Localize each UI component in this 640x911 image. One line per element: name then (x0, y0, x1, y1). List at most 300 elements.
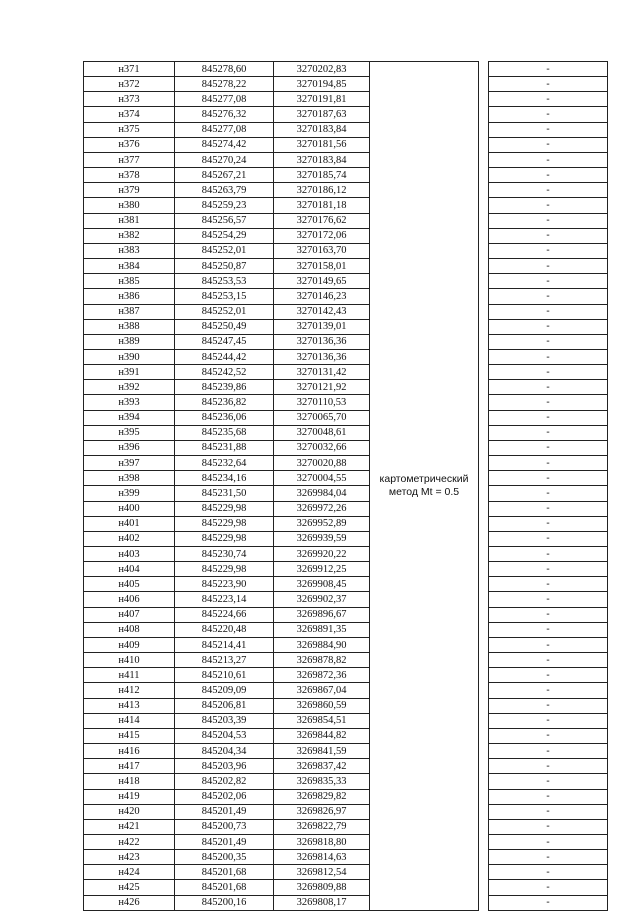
x-coordinate-cell: 845229,98 (175, 531, 274, 546)
mark-cell: - (489, 774, 608, 789)
spacer-cell (479, 592, 489, 607)
y-coordinate-cell: 3270032,66 (274, 440, 370, 455)
method-line-1: картометрический (379, 472, 469, 485)
mark-cell: - (489, 349, 608, 364)
spacer-cell (479, 349, 489, 364)
spacer-cell (479, 168, 489, 183)
point-id-cell: н382 (84, 228, 175, 243)
x-coordinate-cell: 845202,82 (175, 774, 274, 789)
spacer-cell (479, 107, 489, 122)
spacer-cell (479, 183, 489, 198)
spacer-cell (479, 577, 489, 592)
table-row (84, 789, 608, 804)
table-row (84, 334, 608, 349)
mark-cell: - (489, 456, 608, 471)
table-row (84, 592, 608, 607)
point-id-cell: н411 (84, 668, 175, 683)
spacer-cell (479, 865, 489, 880)
spacer-cell (479, 547, 489, 562)
table-row (84, 607, 608, 622)
table-row (84, 834, 608, 849)
spacer-cell (479, 198, 489, 213)
spacer-cell (479, 895, 489, 910)
x-coordinate-cell: 845234,16 (175, 471, 274, 486)
x-coordinate-cell: 845229,98 (175, 562, 274, 577)
spacer-cell (479, 637, 489, 652)
mark-cell: - (489, 789, 608, 804)
table-row (84, 547, 608, 562)
y-coordinate-cell: 3270136,36 (274, 334, 370, 349)
point-id-cell: н372 (84, 77, 175, 92)
table-row (84, 122, 608, 137)
point-id-cell: н403 (84, 547, 175, 562)
spacer-cell (479, 531, 489, 546)
y-coordinate-cell: 3270202,83 (274, 62, 370, 77)
y-coordinate-cell: 3270185,74 (274, 168, 370, 183)
x-coordinate-cell: 845201,49 (175, 834, 274, 849)
x-coordinate-cell: 845200,35 (175, 850, 274, 865)
x-coordinate-cell: 845200,73 (175, 819, 274, 834)
mark-cell: - (489, 395, 608, 410)
mark-cell: - (489, 137, 608, 152)
point-id-cell: н425 (84, 880, 175, 895)
mark-cell: - (489, 77, 608, 92)
spacer-cell (479, 304, 489, 319)
y-coordinate-cell: 3270176,62 (274, 213, 370, 228)
y-coordinate-cell: 3270139,01 (274, 319, 370, 334)
spacer-cell (479, 698, 489, 713)
y-coordinate-cell: 3269814,63 (274, 850, 370, 865)
table-row (84, 137, 608, 152)
point-id-cell: н386 (84, 289, 175, 304)
table-row (84, 395, 608, 410)
point-id-cell: н395 (84, 425, 175, 440)
x-coordinate-cell: 845270,24 (175, 152, 274, 167)
mark-cell: - (489, 865, 608, 880)
x-coordinate-cell: 845247,45 (175, 334, 274, 349)
point-id-cell: н423 (84, 850, 175, 865)
point-id-cell: н412 (84, 683, 175, 698)
x-coordinate-cell: 845229,98 (175, 516, 274, 531)
mark-cell: - (489, 198, 608, 213)
mark-cell: - (489, 819, 608, 834)
table-row (84, 774, 608, 789)
mark-cell: - (489, 365, 608, 380)
x-coordinate-cell: 845250,87 (175, 259, 274, 274)
table-row (84, 577, 608, 592)
x-coordinate-cell: 845210,61 (175, 668, 274, 683)
table-row (84, 77, 608, 92)
y-coordinate-cell: 3269891,35 (274, 622, 370, 637)
spacer-cell (479, 62, 489, 77)
point-id-cell: н405 (84, 577, 175, 592)
y-coordinate-cell: 3269952,89 (274, 516, 370, 531)
point-id-cell: н401 (84, 516, 175, 531)
mark-cell: - (489, 895, 608, 910)
mark-cell: - (489, 637, 608, 652)
mark-cell: - (489, 653, 608, 668)
spacer-cell (479, 668, 489, 683)
mark-cell: - (489, 107, 608, 122)
table-row (84, 622, 608, 637)
point-id-cell: н371 (84, 62, 175, 77)
mark-cell: - (489, 486, 608, 501)
point-id-cell: н380 (84, 198, 175, 213)
spacer-cell (479, 744, 489, 759)
table-row (84, 319, 608, 334)
mark-cell: - (489, 728, 608, 743)
point-id-cell: н426 (84, 895, 175, 910)
x-coordinate-cell: 845252,01 (175, 304, 274, 319)
y-coordinate-cell: 3269860,59 (274, 698, 370, 713)
mark-cell: - (489, 531, 608, 546)
x-coordinate-cell: 845254,29 (175, 228, 274, 243)
y-coordinate-cell: 3269884,90 (274, 637, 370, 652)
point-id-cell: н424 (84, 865, 175, 880)
point-id-cell: н388 (84, 319, 175, 334)
spacer-cell (479, 243, 489, 258)
x-coordinate-cell: 845223,90 (175, 577, 274, 592)
x-coordinate-cell: 845250,49 (175, 319, 274, 334)
point-id-cell: н375 (84, 122, 175, 137)
y-coordinate-cell: 3269902,37 (274, 592, 370, 607)
point-id-cell: н406 (84, 592, 175, 607)
mark-cell: - (489, 713, 608, 728)
spacer-cell (479, 486, 489, 501)
x-coordinate-cell: 845239,86 (175, 380, 274, 395)
point-id-cell: н396 (84, 440, 175, 455)
point-id-cell: н374 (84, 107, 175, 122)
point-id-cell: н387 (84, 304, 175, 319)
x-coordinate-cell: 845206,81 (175, 698, 274, 713)
table-row (84, 183, 608, 198)
mark-cell: - (489, 410, 608, 425)
x-coordinate-cell: 845232,64 (175, 456, 274, 471)
spacer-cell (479, 562, 489, 577)
y-coordinate-cell: 3269920,22 (274, 547, 370, 562)
mark-cell: - (489, 880, 608, 895)
mark-cell: - (489, 334, 608, 349)
point-id-cell: н419 (84, 789, 175, 804)
point-id-cell: н399 (84, 486, 175, 501)
x-coordinate-cell: 845224,66 (175, 607, 274, 622)
point-id-cell: н402 (84, 531, 175, 546)
point-id-cell: н394 (84, 410, 175, 425)
point-id-cell: н376 (84, 137, 175, 152)
y-coordinate-cell: 3269984,04 (274, 486, 370, 501)
spacer-cell (479, 440, 489, 455)
x-coordinate-cell: 845203,39 (175, 713, 274, 728)
point-id-cell: н390 (84, 349, 175, 364)
mark-cell: - (489, 183, 608, 198)
x-coordinate-cell: 845214,41 (175, 637, 274, 652)
mark-cell: - (489, 213, 608, 228)
mark-cell: - (489, 425, 608, 440)
point-id-cell: н408 (84, 622, 175, 637)
table-row (84, 349, 608, 364)
spacer-cell (479, 804, 489, 819)
spacer-cell (479, 819, 489, 834)
x-coordinate-cell: 845213,27 (175, 653, 274, 668)
x-coordinate-cell: 845274,42 (175, 137, 274, 152)
mark-cell: - (489, 592, 608, 607)
point-id-cell: н404 (84, 562, 175, 577)
x-coordinate-cell: 845256,57 (175, 213, 274, 228)
table-row (84, 728, 608, 743)
mark-cell: - (489, 122, 608, 137)
point-id-cell: н421 (84, 819, 175, 834)
x-coordinate-cell: 845204,53 (175, 728, 274, 743)
table-row (84, 243, 608, 258)
y-coordinate-cell: 3269812,54 (274, 865, 370, 880)
y-coordinate-cell: 3270146,23 (274, 289, 370, 304)
mark-cell: - (489, 471, 608, 486)
y-coordinate-cell: 3270183,84 (274, 152, 370, 167)
spacer-cell (479, 607, 489, 622)
point-id-cell: н409 (84, 637, 175, 652)
point-id-cell: н383 (84, 243, 175, 258)
x-coordinate-cell: 845236,06 (175, 410, 274, 425)
y-coordinate-cell: 3269912,25 (274, 562, 370, 577)
y-coordinate-cell: 3270048,61 (274, 425, 370, 440)
point-id-cell: н373 (84, 92, 175, 107)
mark-cell: - (489, 622, 608, 637)
point-id-cell: н415 (84, 728, 175, 743)
y-coordinate-cell: 3270181,18 (274, 198, 370, 213)
spacer-cell (479, 622, 489, 637)
table-row (84, 516, 608, 531)
table-row (84, 92, 608, 107)
spacer-cell (479, 380, 489, 395)
spacer-cell (479, 137, 489, 152)
point-id-cell: н410 (84, 653, 175, 668)
y-coordinate-cell: 3270136,36 (274, 349, 370, 364)
table-row (84, 865, 608, 880)
table-row (84, 698, 608, 713)
y-coordinate-cell: 3270163,70 (274, 243, 370, 258)
table-row (84, 168, 608, 183)
mark-cell: - (489, 850, 608, 865)
spacer-cell (479, 850, 489, 865)
y-coordinate-cell: 3269841,59 (274, 744, 370, 759)
x-coordinate-cell: 845276,32 (175, 107, 274, 122)
table-row (84, 456, 608, 471)
table-row (84, 683, 608, 698)
mark-cell: - (489, 62, 608, 77)
point-id-cell: н384 (84, 259, 175, 274)
table-row (84, 228, 608, 243)
y-coordinate-cell: 3269822,79 (274, 819, 370, 834)
spacer-cell (479, 152, 489, 167)
method-line-2: метод Mt = 0.5 (388, 485, 460, 498)
x-coordinate-cell: 845277,08 (175, 92, 274, 107)
mark-cell: - (489, 516, 608, 531)
table-row (84, 880, 608, 895)
mark-cell: - (489, 834, 608, 849)
y-coordinate-cell: 3270110,53 (274, 395, 370, 410)
spacer-cell (479, 834, 489, 849)
point-id-cell: н398 (84, 471, 175, 486)
table-row (84, 425, 608, 440)
mark-cell: - (489, 440, 608, 455)
table-row (84, 759, 608, 774)
x-coordinate-cell: 845253,15 (175, 289, 274, 304)
mark-cell: - (489, 698, 608, 713)
point-id-cell: н389 (84, 334, 175, 349)
y-coordinate-cell: 3269826,97 (274, 804, 370, 819)
point-id-cell: н407 (84, 607, 175, 622)
spacer-cell (479, 880, 489, 895)
mark-cell: - (489, 501, 608, 516)
point-id-cell: н413 (84, 698, 175, 713)
mark-cell: - (489, 577, 608, 592)
spacer-cell (479, 365, 489, 380)
y-coordinate-cell: 3269908,45 (274, 577, 370, 592)
y-coordinate-cell: 3269844,82 (274, 728, 370, 743)
spacer-cell (479, 683, 489, 698)
x-coordinate-cell: 845263,79 (175, 183, 274, 198)
x-coordinate-cell: 845220,48 (175, 622, 274, 637)
mark-cell: - (489, 562, 608, 577)
method-cell (370, 62, 479, 911)
point-id-cell: н391 (84, 365, 175, 380)
y-coordinate-cell: 3270020,88 (274, 456, 370, 471)
y-coordinate-cell: 3270121,92 (274, 380, 370, 395)
x-coordinate-cell: 845231,50 (175, 486, 274, 501)
x-coordinate-cell: 845223,14 (175, 592, 274, 607)
y-coordinate-cell: 3269896,67 (274, 607, 370, 622)
point-id-cell: н414 (84, 713, 175, 728)
y-coordinate-cell: 3269829,82 (274, 789, 370, 804)
spacer-cell (479, 653, 489, 668)
spacer-cell (479, 728, 489, 743)
y-coordinate-cell: 3270186,12 (274, 183, 370, 198)
table-row (84, 213, 608, 228)
x-coordinate-cell: 845201,68 (175, 880, 274, 895)
mark-cell: - (489, 547, 608, 562)
y-coordinate-cell: 3269872,36 (274, 668, 370, 683)
spacer-cell (479, 319, 489, 334)
point-id-cell: н379 (84, 183, 175, 198)
x-coordinate-cell: 845253,53 (175, 274, 274, 289)
table-row (84, 653, 608, 668)
table-row (84, 198, 608, 213)
point-id-cell: н418 (84, 774, 175, 789)
x-coordinate-cell: 845259,23 (175, 198, 274, 213)
spacer-cell (479, 334, 489, 349)
coordinates-table-body (84, 62, 608, 911)
table-row (84, 289, 608, 304)
x-coordinate-cell: 845236,82 (175, 395, 274, 410)
table-row (84, 804, 608, 819)
point-id-cell: н392 (84, 380, 175, 395)
x-coordinate-cell: 845201,68 (175, 865, 274, 880)
y-coordinate-cell: 3270158,01 (274, 259, 370, 274)
y-coordinate-cell: 3270191,81 (274, 92, 370, 107)
spacer-cell (479, 92, 489, 107)
table-row (84, 152, 608, 167)
spacer-cell (479, 395, 489, 410)
spacer-cell (479, 77, 489, 92)
table-row (84, 744, 608, 759)
y-coordinate-cell: 3269809,88 (274, 880, 370, 895)
mark-cell: - (489, 380, 608, 395)
spacer-cell (479, 289, 489, 304)
x-coordinate-cell: 845235,68 (175, 425, 274, 440)
point-id-cell: н381 (84, 213, 175, 228)
table-row (84, 668, 608, 683)
spacer-cell (479, 759, 489, 774)
point-id-cell: н385 (84, 274, 175, 289)
y-coordinate-cell: 3269854,51 (274, 713, 370, 728)
x-coordinate-cell: 845204,34 (175, 744, 274, 759)
mark-cell: - (489, 92, 608, 107)
mark-cell: - (489, 683, 608, 698)
mark-cell: - (489, 243, 608, 258)
spacer-cell (479, 274, 489, 289)
spacer-cell (479, 228, 489, 243)
spacer-cell (479, 774, 489, 789)
point-id-cell: н400 (84, 501, 175, 516)
y-coordinate-cell: 3270149,65 (274, 274, 370, 289)
y-coordinate-cell: 3269835,33 (274, 774, 370, 789)
y-coordinate-cell: 3269878,82 (274, 653, 370, 668)
point-id-cell: н422 (84, 834, 175, 849)
y-coordinate-cell: 3270194,85 (274, 77, 370, 92)
x-coordinate-cell: 845209,09 (175, 683, 274, 698)
mark-cell: - (489, 319, 608, 334)
x-coordinate-cell: 845252,01 (175, 243, 274, 258)
y-coordinate-cell: 3269939,59 (274, 531, 370, 546)
table-row (84, 410, 608, 425)
spacer-cell (479, 501, 489, 516)
x-coordinate-cell: 845202,06 (175, 789, 274, 804)
table-row (84, 562, 608, 577)
mark-cell: - (489, 289, 608, 304)
spacer-cell (479, 213, 489, 228)
y-coordinate-cell: 3270183,84 (274, 122, 370, 137)
x-coordinate-cell: 845201,49 (175, 804, 274, 819)
spacer-cell (479, 471, 489, 486)
table-row (84, 850, 608, 865)
x-coordinate-cell: 845278,22 (175, 77, 274, 92)
table-row (84, 486, 608, 501)
y-coordinate-cell: 3269837,42 (274, 759, 370, 774)
table-row (84, 501, 608, 516)
table-row (84, 895, 608, 910)
x-coordinate-cell: 845277,08 (175, 122, 274, 137)
table-row (84, 365, 608, 380)
point-id-cell: н393 (84, 395, 175, 410)
mark-cell: - (489, 274, 608, 289)
y-coordinate-cell: 3269808,17 (274, 895, 370, 910)
mark-cell: - (489, 228, 608, 243)
point-id-cell: н416 (84, 744, 175, 759)
table-row (84, 637, 608, 652)
x-coordinate-cell: 845230,74 (175, 547, 274, 562)
y-coordinate-cell: 3270142,43 (274, 304, 370, 319)
mark-cell: - (489, 259, 608, 274)
y-coordinate-cell: 3270172,06 (274, 228, 370, 243)
point-id-cell: н397 (84, 456, 175, 471)
spacer-cell (479, 713, 489, 728)
point-id-cell: н378 (84, 168, 175, 183)
y-coordinate-cell: 3270131,42 (274, 365, 370, 380)
mark-cell: - (489, 607, 608, 622)
x-coordinate-cell: 845267,21 (175, 168, 274, 183)
y-coordinate-cell: 3270187,63 (274, 107, 370, 122)
table-row (84, 259, 608, 274)
